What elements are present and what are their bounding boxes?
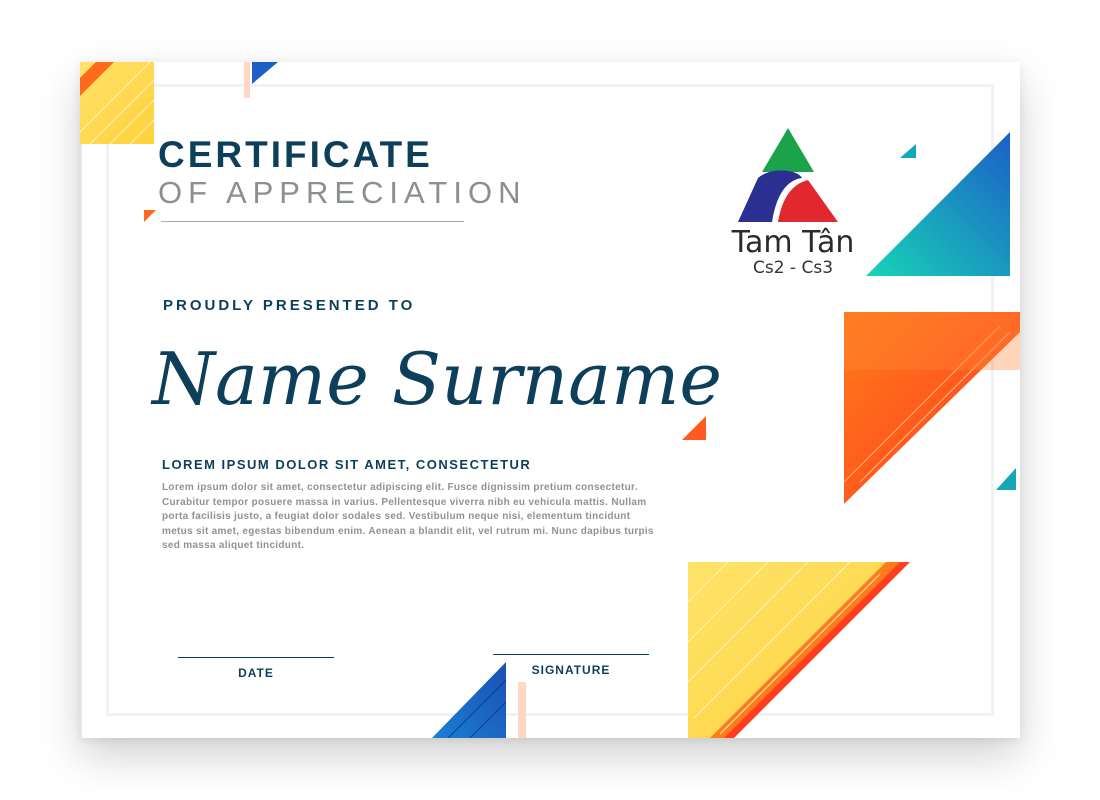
certificate-title: CERTIFICATE	[158, 134, 433, 175]
certificate-card	[80, 62, 1020, 738]
top-peach-strip	[244, 62, 250, 98]
logo-subtitle: Cs2 - Cs3	[752, 258, 834, 278]
presented-to-label: PROUDLY PRESENTED TO	[163, 297, 416, 314]
description-heading: LOREM IPSUM DOLOR SIT AMET, CONSECTETUR	[162, 457, 532, 472]
date-label: DATE	[238, 666, 274, 680]
title-divider	[161, 221, 464, 222]
certificate-subtitle: OF APPRECIATION	[158, 175, 527, 210]
recipient-name: Name Surname	[152, 337, 722, 421]
signature-line	[493, 654, 649, 655]
top-blue-sliver	[252, 62, 278, 84]
right-teal-triangle	[996, 468, 1016, 490]
signature-label: SIGNATURE	[531, 663, 611, 677]
small-orange-triangle	[144, 210, 156, 222]
logo-name: Tam Tân	[731, 225, 855, 260]
teal-triangle	[866, 132, 1010, 276]
bottom-peach-strip	[518, 682, 526, 738]
date-line	[178, 657, 334, 658]
small-teal-triangle	[900, 144, 916, 158]
description-body: Lorem ipsum dolor sit amet, consectetur adipiscing elit. Fusce dignissim pretium consectetur. Curabitur tempor posuere massa in varius. Pellentesque viverra nibh eu vehicula mattis. Nullam porta facilisis justo, a feugiat dolor sodales sed. Vestibulum neque nisi, elementum tincidunt metus sit amet, egestas bibendum enim. Aenean a blandit elit, vel rutrum mi. Nunc dapibus turpis sed massa aliquet tincidunt.	[162, 482, 654, 551]
